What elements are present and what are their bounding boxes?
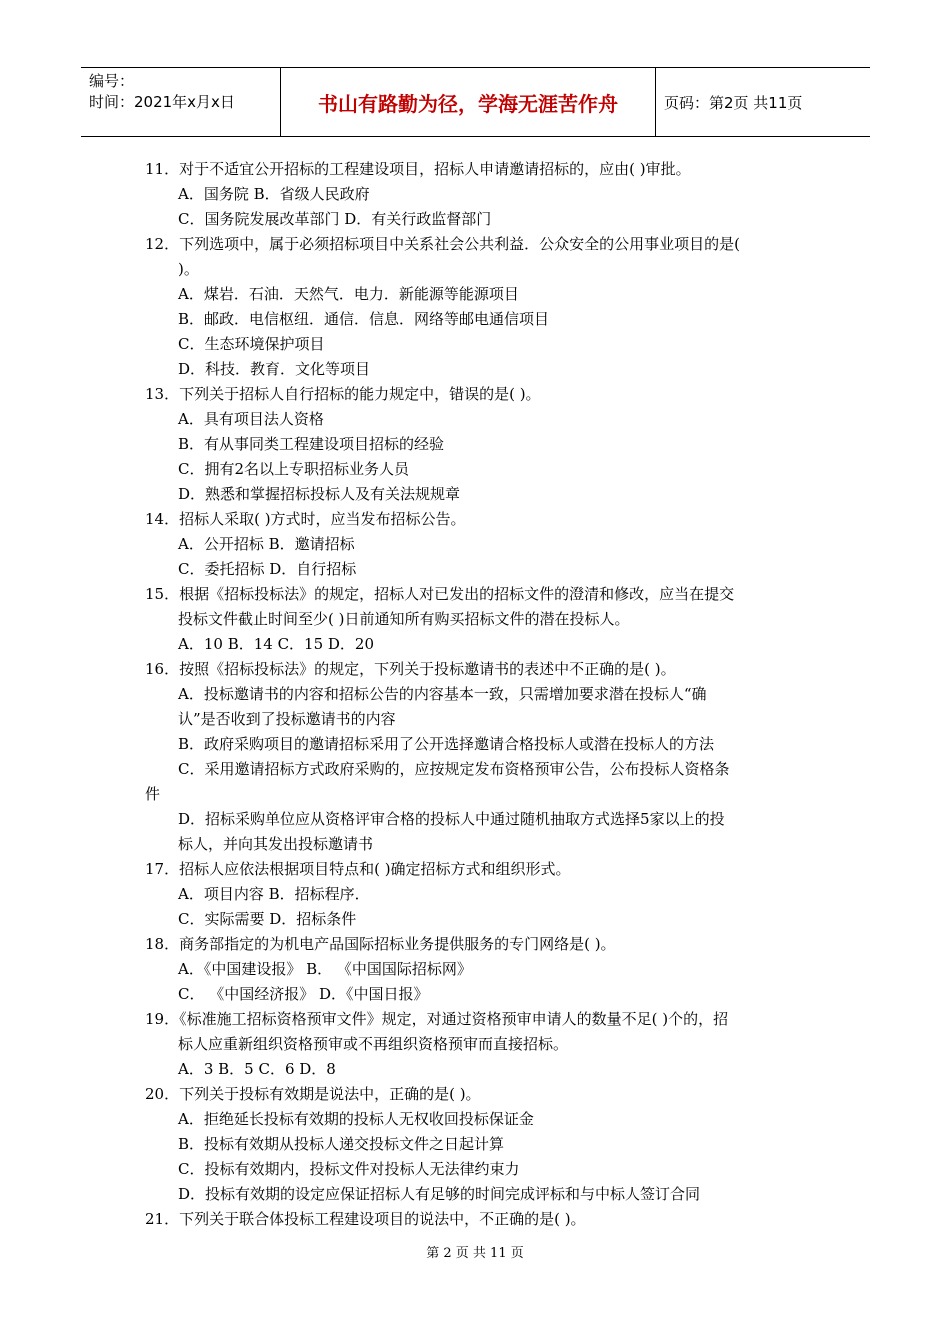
option-line: C．委托招标 D．自行招标 [178,560,357,578]
option-line: 认”是否收到了投标邀请书的内容 [178,710,396,728]
option-line: A．《中国建设报》 B． 《中国国际招标网》 [178,960,472,978]
question-line: 投标文件截止时间至少( )日前通知所有购买招标文件的潜在投标人。 [178,610,630,628]
question-line: 14．招标人采取( )方式时，应当发布招标公告。 [145,510,466,528]
question-content [145,157,810,1232]
question-line: 13．下列关于招标人自行招标的能力规定中，错误的是( )。 [145,385,541,403]
question-line: 21．下列关于联合体投标工程建设项目的说法中，不正确的是( )。 [145,1210,586,1228]
option-line: C．国务院发展改革部门 D．有关行政监督部门 [178,210,492,228]
motto: 书山有路勤为径，学海无涯苦作舟 [281,68,656,136]
question-line: 15．根据《招标投标法》的规定，招标人对已发出的招标文件的澄清和修改，应当在提交 [145,585,735,603]
option-line: D．科技．教育．文化等项目 [178,360,371,378]
option-line: A．10 B．14 C．15 D．20 [178,635,375,653]
option-line: 标人，并向其发出投标邀请书 [178,835,374,853]
question-line: 19．《标准施工招标资格预审文件》规定，对通过资格预审申请人的数量不足( )个的，招 [145,1010,729,1028]
option-line: A．投标邀请书的内容和招标公告的内容基本一致，只需增加要求潜在投标人“确 [178,685,707,703]
option-line: A．具有项目法人资格 [178,410,324,428]
option-line: B．政府采购项目的邀请招标采用了公开选择邀请合格投标人或潜在投标人的方法 [178,735,715,753]
page-label: 页码：第2页 共11页 [664,93,803,112]
option-line: A．煤岩．石油．天然气．电力．新能源等能源项目 [178,285,519,303]
number-label: 编号： [89,72,135,90]
option-line: C．实际需要 D．招标条件 [178,910,357,928]
option-line: C．生态环境保护项目 [178,335,325,353]
option-line: B．投标有效期从投标人递交投标文件之日起计算 [178,1135,505,1153]
option-line: C．投标有效期内，投标文件对投标人无法律约束力 [178,1160,520,1178]
option-line: D．投标有效期的设定应保证招标人有足够的时间完成评标和与中标人签订合同 [178,1185,701,1203]
question-line: 20．下列关于投标有效期是说法中，正确的是( )。 [145,1085,481,1103]
time-label: 时间：2021年x月x日 [89,93,235,111]
page-header [81,67,870,137]
question-line: 11．对于不适宜公开招标的工程建设项目，招标人申请邀请招标的，应由( )审批。 [145,160,691,178]
header-info-cell [81,68,281,136]
option-line: B．邮政．电信枢纽．通信．信息．网络等邮电通信项目 [178,310,550,328]
question-line: 18．商务部指定的为机电产品国际招标业务提供服务的专门网络是( )。 [145,935,616,953]
option-line: A．拒绝延长投标有效期的投标人无权收回投标保证金 [178,1110,534,1128]
option-line: A．国务院 B．省级人民政府 [178,185,370,203]
option-line: A．3 B．5 C．6 D．8 [178,1060,336,1078]
option-line: D．招标采购单位应从资格评审合格的投标人中通过随机抽取方式选择5家以上的投 [178,810,725,828]
question-line: 16．按照《招标投标法》的规定，下列关于投标邀请书的表述中不正确的是( )。 [145,660,676,678]
option-line: C．采用邀请招标方式政府采购的，应按规定发布资格预审公告，公布投标人资格条 [178,760,730,778]
question-line: 12．下列选项中，属于必须招标项目中关系社会公共利益．公众安全的公用事业项目的是( [145,235,740,253]
option-line: A．公开招标 B．邀请招标 [178,535,355,553]
question-line: )。 [178,260,199,278]
question-line: 17．招标人应依法根据项目特点和( )确定招标方式和组织形式。 [145,860,571,878]
option-line: C． 《中国经济报》 D．《中国日报》 [178,985,429,1003]
option-line: B．有从事同类工程建设项目招标的经验 [178,435,445,453]
option-line: 件 [145,785,161,803]
page-footer: 第 2 页 共 11 页 [426,1246,524,1261]
option-line: A．项目内容 B．招标程序． [178,885,370,903]
option-line: C．拥有2名以上专职招标业务人员 [178,460,410,478]
question-line: 标人应重新组织资格预审或不再组织资格预审而直接招标。 [178,1035,569,1053]
option-line: D．熟悉和掌握招标投标人及有关法规规章 [178,485,461,503]
